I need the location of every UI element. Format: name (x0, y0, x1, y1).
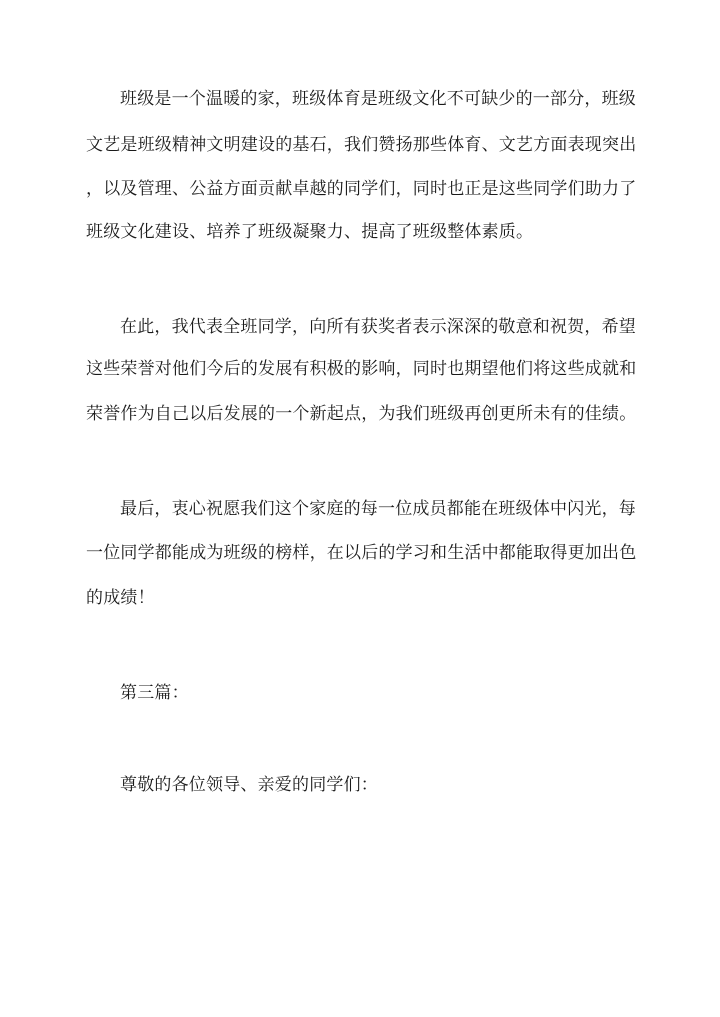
paragraph-3-line-2: 一位同学都能成为班级的榜样，在以后的学习和生活中都能取得更加出色 (86, 543, 637, 563)
section-heading: 第三篇： (120, 683, 189, 703)
paragraph-2-line-2: 这些荣誉对他们今后的发展有积极的影响，同时也期望他们将这些成就和 (86, 359, 637, 379)
paragraph-1-line-2: 文艺是班级精神文明建设的基石，我们赞扬那些体育、文艺方面表现突出 (86, 135, 637, 155)
paragraph-1-line-1: 班级是一个温暖的家，班级体育是班级文化不可缺少的一部分，班级 (120, 89, 636, 109)
paragraph-1-line-4: 班级文化建设、培养了班级凝聚力、提高了班级整体素质。 (86, 222, 534, 242)
salutation: 尊敬的各位领导、亲爱的同学们： (120, 775, 378, 795)
paragraph-2-line-3: 荣誉作为自己以后发展的一个新起点，为我们班级再创更所未有的佳绩。 (86, 404, 637, 424)
paragraph-3-line-1: 最后，衷心祝愿我们这个家庭的每一位成员都能在班级体中闪光，每 (120, 499, 636, 519)
paragraph-3-line-3: 的成绩！ (86, 588, 155, 608)
paragraph-2-line-1: 在此，我代表全班同学，向所有获奖者表示深深的敬意和祝贺，希望 (120, 317, 636, 337)
paragraph-1-line-3: ，以及管理、公益方面贡献卓越的同学们，同时也正是这些同学们助力了 (86, 179, 637, 199)
